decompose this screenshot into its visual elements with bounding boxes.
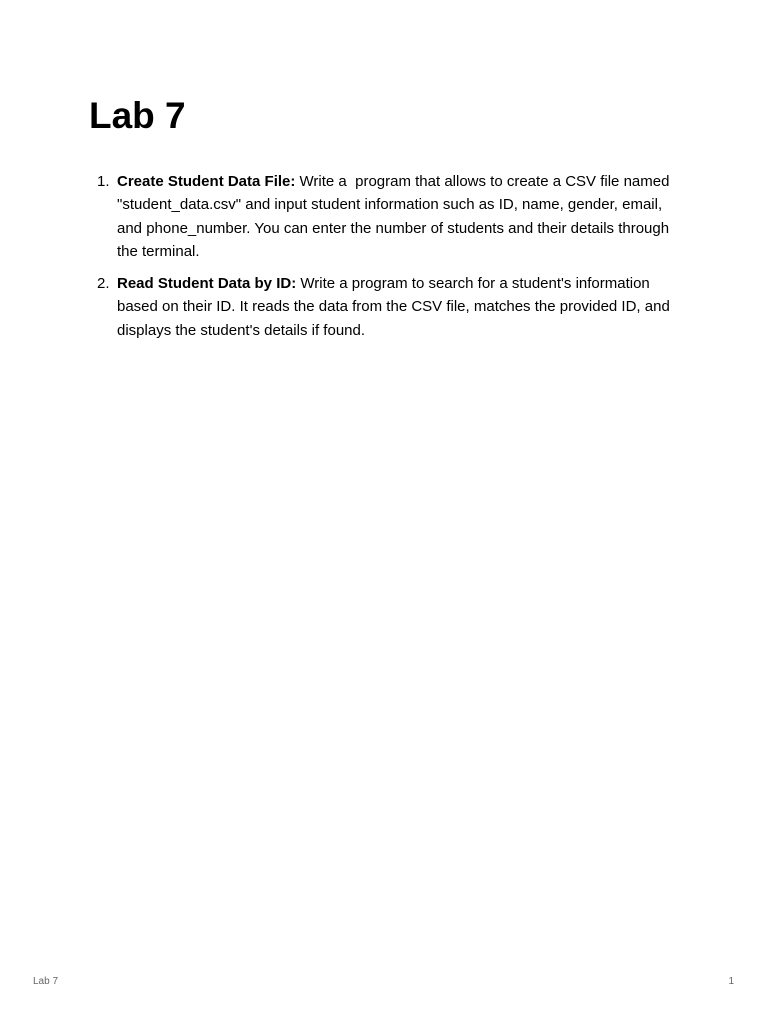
list-item-number: 2. bbox=[97, 275, 110, 293]
footer-page-number: 1 bbox=[728, 976, 734, 987]
list-item-heading: Read Student Data by ID: bbox=[117, 275, 297, 293]
list-item-create-student-data-file bbox=[89, 170, 679, 263]
list-item-heading: Create Student Data File: bbox=[117, 173, 296, 190]
list-item-body: Write a program to search for a student's information based on their ID. It reads the data from the CSV file, matches the provided ID, and displays the student's details if found. bbox=[117, 275, 670, 339]
list-item-body: Write a program that allows to create a CSV file named "student_data.csv" and input student information such as ID, name, gender, email, and phone_number. You can enter the number of students and their details through the terminal. bbox=[117, 173, 674, 260]
task-list bbox=[89, 170, 679, 351]
footer-document-title: Lab 7 bbox=[33, 976, 59, 987]
list-item-read-student-data-by-id bbox=[89, 272, 679, 342]
page-title: Lab 7 bbox=[89, 95, 186, 136]
list-item-number: 1. bbox=[97, 173, 110, 190]
